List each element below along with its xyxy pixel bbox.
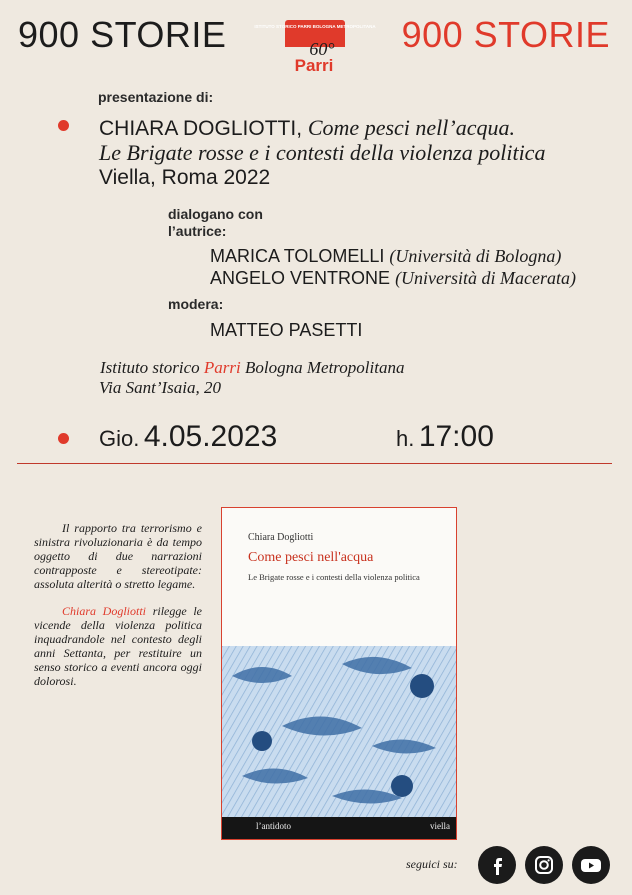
header-right-title: 900 STORIE <box>401 14 610 55</box>
header-left-title: 900 STORIE <box>18 14 227 55</box>
speaker-row <box>210 268 576 289</box>
day-prefix: Gio. <box>99 426 140 451</box>
bullet-dot <box>58 433 69 444</box>
speaker-row <box>210 246 561 267</box>
event-date <box>99 420 277 454</box>
author-and-title <box>99 115 515 141</box>
hour-prefix: h. <box>396 426 415 451</box>
dialogue-label-1: dialogano con <box>168 206 263 222</box>
time-value: 17:00 <box>418 420 494 453</box>
venue-highlight: Parri <box>203 358 241 377</box>
presentation-label: presentazione di: <box>98 89 214 105</box>
cover-footer-bar <box>222 817 456 839</box>
follow-label: seguici su: <box>406 857 458 871</box>
facebook-icon <box>486 854 508 876</box>
youtube-link[interactable] <box>572 846 610 884</box>
instagram-icon <box>533 854 555 876</box>
blurb-author-name: Chiara Dogliotti <box>62 604 147 618</box>
dialogue-label-2: l’autrice: <box>168 223 227 239</box>
cover-subtitle: Le Brigate rosse e i contesti della violenza politica <box>248 572 420 582</box>
cover-title: Come pesci nell'acqua <box>248 550 374 565</box>
youtube-icon <box>579 854 603 876</box>
cover-author: Chiara Dogliotti <box>248 532 314 543</box>
instagram-link[interactable] <box>525 846 563 884</box>
publisher: Viella, Roma 2022 <box>99 166 271 189</box>
event-time <box>396 420 494 454</box>
speaker-name: MARICA TOLOMELLI <box>210 246 385 266</box>
venue <box>100 358 404 378</box>
book-cover-image <box>221 507 457 840</box>
venue-part1: Istituto storico <box>100 358 200 377</box>
parri-60-logo <box>254 19 376 75</box>
date-value: 4.05.2023 <box>143 420 278 453</box>
venue-address: Via Sant’Isaia, 20 <box>99 378 221 397</box>
book-title-line1: Come pesci nell’acqua. <box>307 115 515 140</box>
facebook-link[interactable] <box>478 846 516 884</box>
speaker-name: ANGELO VENTRONE <box>210 268 391 288</box>
book-title-line2: Le Brigate rosse e i contesti della violenza politica <box>99 140 546 165</box>
author-name: CHIARA DOGLIOTTI, <box>99 117 303 140</box>
moderator-label: modera: <box>168 296 224 312</box>
logo-small-text: ISTITUTO STORICO PARRI BOLOGNA METROPOLITANA <box>254 24 376 29</box>
logo-number: 60° <box>309 39 335 59</box>
moderator-name: MATTEO PASETTI <box>210 320 363 340</box>
blurb-paragraph-2: Chiara Dogliotti rilegge le vicende della violenza politica inquadrandole nel contesto degli anni Settanta, per restituire un senso storico a eventi ancora oggi dolorosi. <box>34 604 203 688</box>
cover-series: l’antidoto <box>256 821 291 831</box>
bullet-dot <box>58 120 69 131</box>
speaker-affiliation: (Università di Macerata) <box>395 268 577 288</box>
cover-publisher: viella <box>430 821 450 831</box>
divider-line <box>17 463 612 464</box>
logo-brand: Parri <box>294 56 334 75</box>
venue-part2: Bologna Metropolitana <box>245 358 405 377</box>
blurb-paragraph-1: Il rapporto tra terrorismo e sinistra rivoluzionaria è da tempo oggetto di due narrazioni contrapposte e stereotipate: assoluta alterità o stretto legame. <box>34 521 202 591</box>
speaker-affiliation: (Università di Bologna) <box>389 246 562 266</box>
fish-illustration <box>222 646 456 818</box>
